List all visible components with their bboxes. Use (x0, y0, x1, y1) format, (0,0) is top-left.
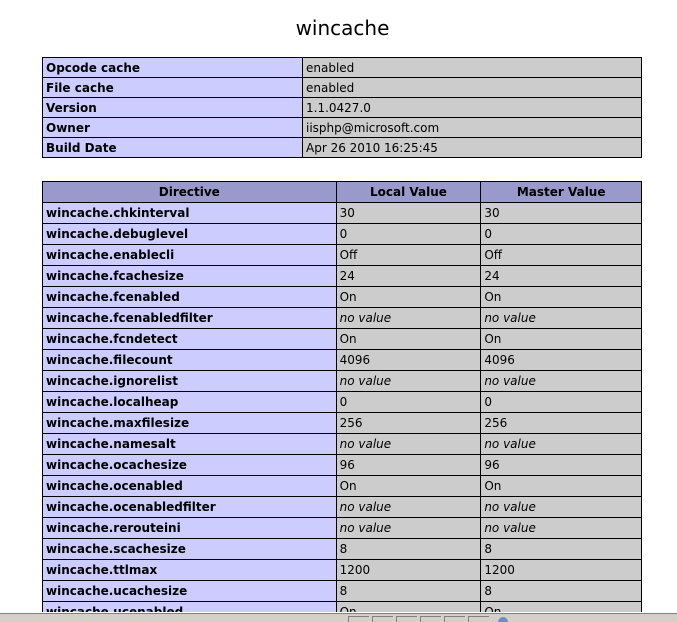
directive-name: wincache.ocenabledfilter (43, 497, 337, 518)
directive-name: wincache.ignorelist (43, 371, 337, 392)
page-title: wincache (295, 16, 390, 40)
browser-status-bar (0, 612, 677, 622)
master-value (481, 518, 642, 539)
header-master-value: Master Value (481, 182, 642, 203)
directive-name: wincache.namesalt (43, 434, 337, 455)
directive-row (43, 203, 642, 224)
directive-name: wincache.fcndetect (43, 329, 337, 350)
no-value-text: no value (339, 310, 392, 325)
directive-name: wincache.ocenabled (43, 476, 337, 497)
directive-name: wincache.maxfilesize (43, 413, 337, 434)
header-directive: Directive (43, 182, 337, 203)
local-value: On (336, 476, 481, 497)
status-segment (372, 616, 393, 622)
directive-table (42, 181, 642, 622)
directive-name: wincache.fcenabledfilter (43, 308, 337, 329)
directive-header-row (43, 182, 642, 203)
no-value-text: no value (484, 436, 536, 451)
directive-row (43, 455, 642, 476)
master-value: 30 (481, 203, 642, 224)
local-value: On (336, 287, 481, 308)
master-value (481, 497, 642, 518)
directive-row (43, 308, 642, 329)
directive-name: wincache.ucachesize (43, 581, 337, 602)
directive-row (43, 476, 642, 497)
master-value: 4096 (481, 350, 642, 371)
master-value: 24 (481, 266, 642, 287)
status-segment (468, 616, 489, 622)
local-value (336, 371, 481, 392)
info-label: Version (43, 98, 303, 118)
info-row (43, 118, 642, 138)
info-value: 1.1.0427.0 (303, 98, 642, 118)
info-label: Opcode cache (43, 58, 303, 78)
directive-row (43, 392, 642, 413)
info-row (43, 78, 642, 98)
master-value: On (481, 476, 642, 497)
local-value (336, 518, 481, 539)
master-value: 8 (481, 539, 642, 560)
local-value: 1200 (336, 560, 481, 581)
info-row (43, 138, 642, 158)
directive-row (43, 539, 642, 560)
directive-row (43, 581, 642, 602)
directive-name: wincache.ttlmax (43, 560, 337, 581)
directive-name: wincache.chkinterval (43, 203, 337, 224)
directive-row (43, 434, 642, 455)
master-value: On (481, 329, 642, 350)
directive-name: wincache.localheap (43, 392, 337, 413)
status-segment (348, 616, 369, 622)
directive-row (43, 245, 642, 266)
no-value-text: no value (339, 436, 392, 451)
directive-row (43, 329, 642, 350)
directive-name: wincache.filecount (43, 350, 337, 371)
no-value-text: no value (339, 520, 392, 535)
master-value: 256 (481, 413, 642, 434)
no-value-text: no value (484, 520, 536, 535)
local-value: 0 (336, 392, 481, 413)
master-value: 8 (481, 581, 642, 602)
no-value-text: no value (484, 499, 536, 514)
directive-row (43, 224, 642, 245)
directive-row (43, 497, 642, 518)
directive-row (43, 266, 642, 287)
directive-row (43, 518, 642, 539)
local-value (336, 497, 481, 518)
local-value: 30 (336, 203, 481, 224)
master-value: 1200 (481, 560, 642, 581)
directive-name: wincache.debuglevel (43, 224, 337, 245)
local-value: 0 (336, 224, 481, 245)
master-value: On (481, 287, 642, 308)
info-row (43, 98, 642, 118)
directive-name: wincache.fcenabled (43, 287, 337, 308)
master-value (481, 434, 642, 455)
local-value: 24 (336, 266, 481, 287)
local-value: 96 (336, 455, 481, 476)
directive-name: wincache.enablecli (43, 245, 337, 266)
master-value: 96 (481, 455, 642, 476)
globe-icon (498, 617, 508, 622)
directive-name: wincache.rerouteini (43, 518, 337, 539)
master-value: 0 (481, 224, 642, 245)
local-value: 8 (336, 539, 481, 560)
local-value (336, 434, 481, 455)
directive-row (43, 413, 642, 434)
local-value: On (336, 329, 481, 350)
info-label: File cache (43, 78, 303, 98)
directive-name: wincache.scachesize (43, 539, 337, 560)
info-label: Build Date (43, 138, 303, 158)
local-value: 256 (336, 413, 481, 434)
status-segment (444, 616, 465, 622)
local-value: Off (336, 245, 481, 266)
info-label: Owner (43, 118, 303, 138)
master-value: 0 (481, 392, 642, 413)
info-value: iisphp@microsoft.com (303, 118, 642, 138)
no-value-text: no value (484, 373, 536, 388)
master-value (481, 371, 642, 392)
status-segment (396, 616, 417, 622)
header-local-value: Local Value (336, 182, 481, 203)
status-segment (420, 616, 441, 622)
no-value-text: no value (339, 373, 392, 388)
local-value (336, 308, 481, 329)
info-value: Apr 26 2010 16:25:45 (303, 138, 642, 158)
directive-name: wincache.fcachesize (43, 266, 337, 287)
info-row (43, 58, 642, 78)
no-value-text: no value (339, 499, 392, 514)
master-value (481, 308, 642, 329)
directive-name: wincache.ocachesize (43, 455, 337, 476)
directive-row (43, 371, 642, 392)
directive-row (43, 287, 642, 308)
local-value: 4096 (336, 350, 481, 371)
directive-row (43, 350, 642, 371)
no-value-text: no value (484, 310, 536, 325)
info-value: enabled (303, 78, 642, 98)
master-value: Off (481, 245, 642, 266)
directive-row (43, 560, 642, 581)
info-value: enabled (303, 58, 642, 78)
local-value: 8 (336, 581, 481, 602)
module-info-table (42, 57, 642, 158)
